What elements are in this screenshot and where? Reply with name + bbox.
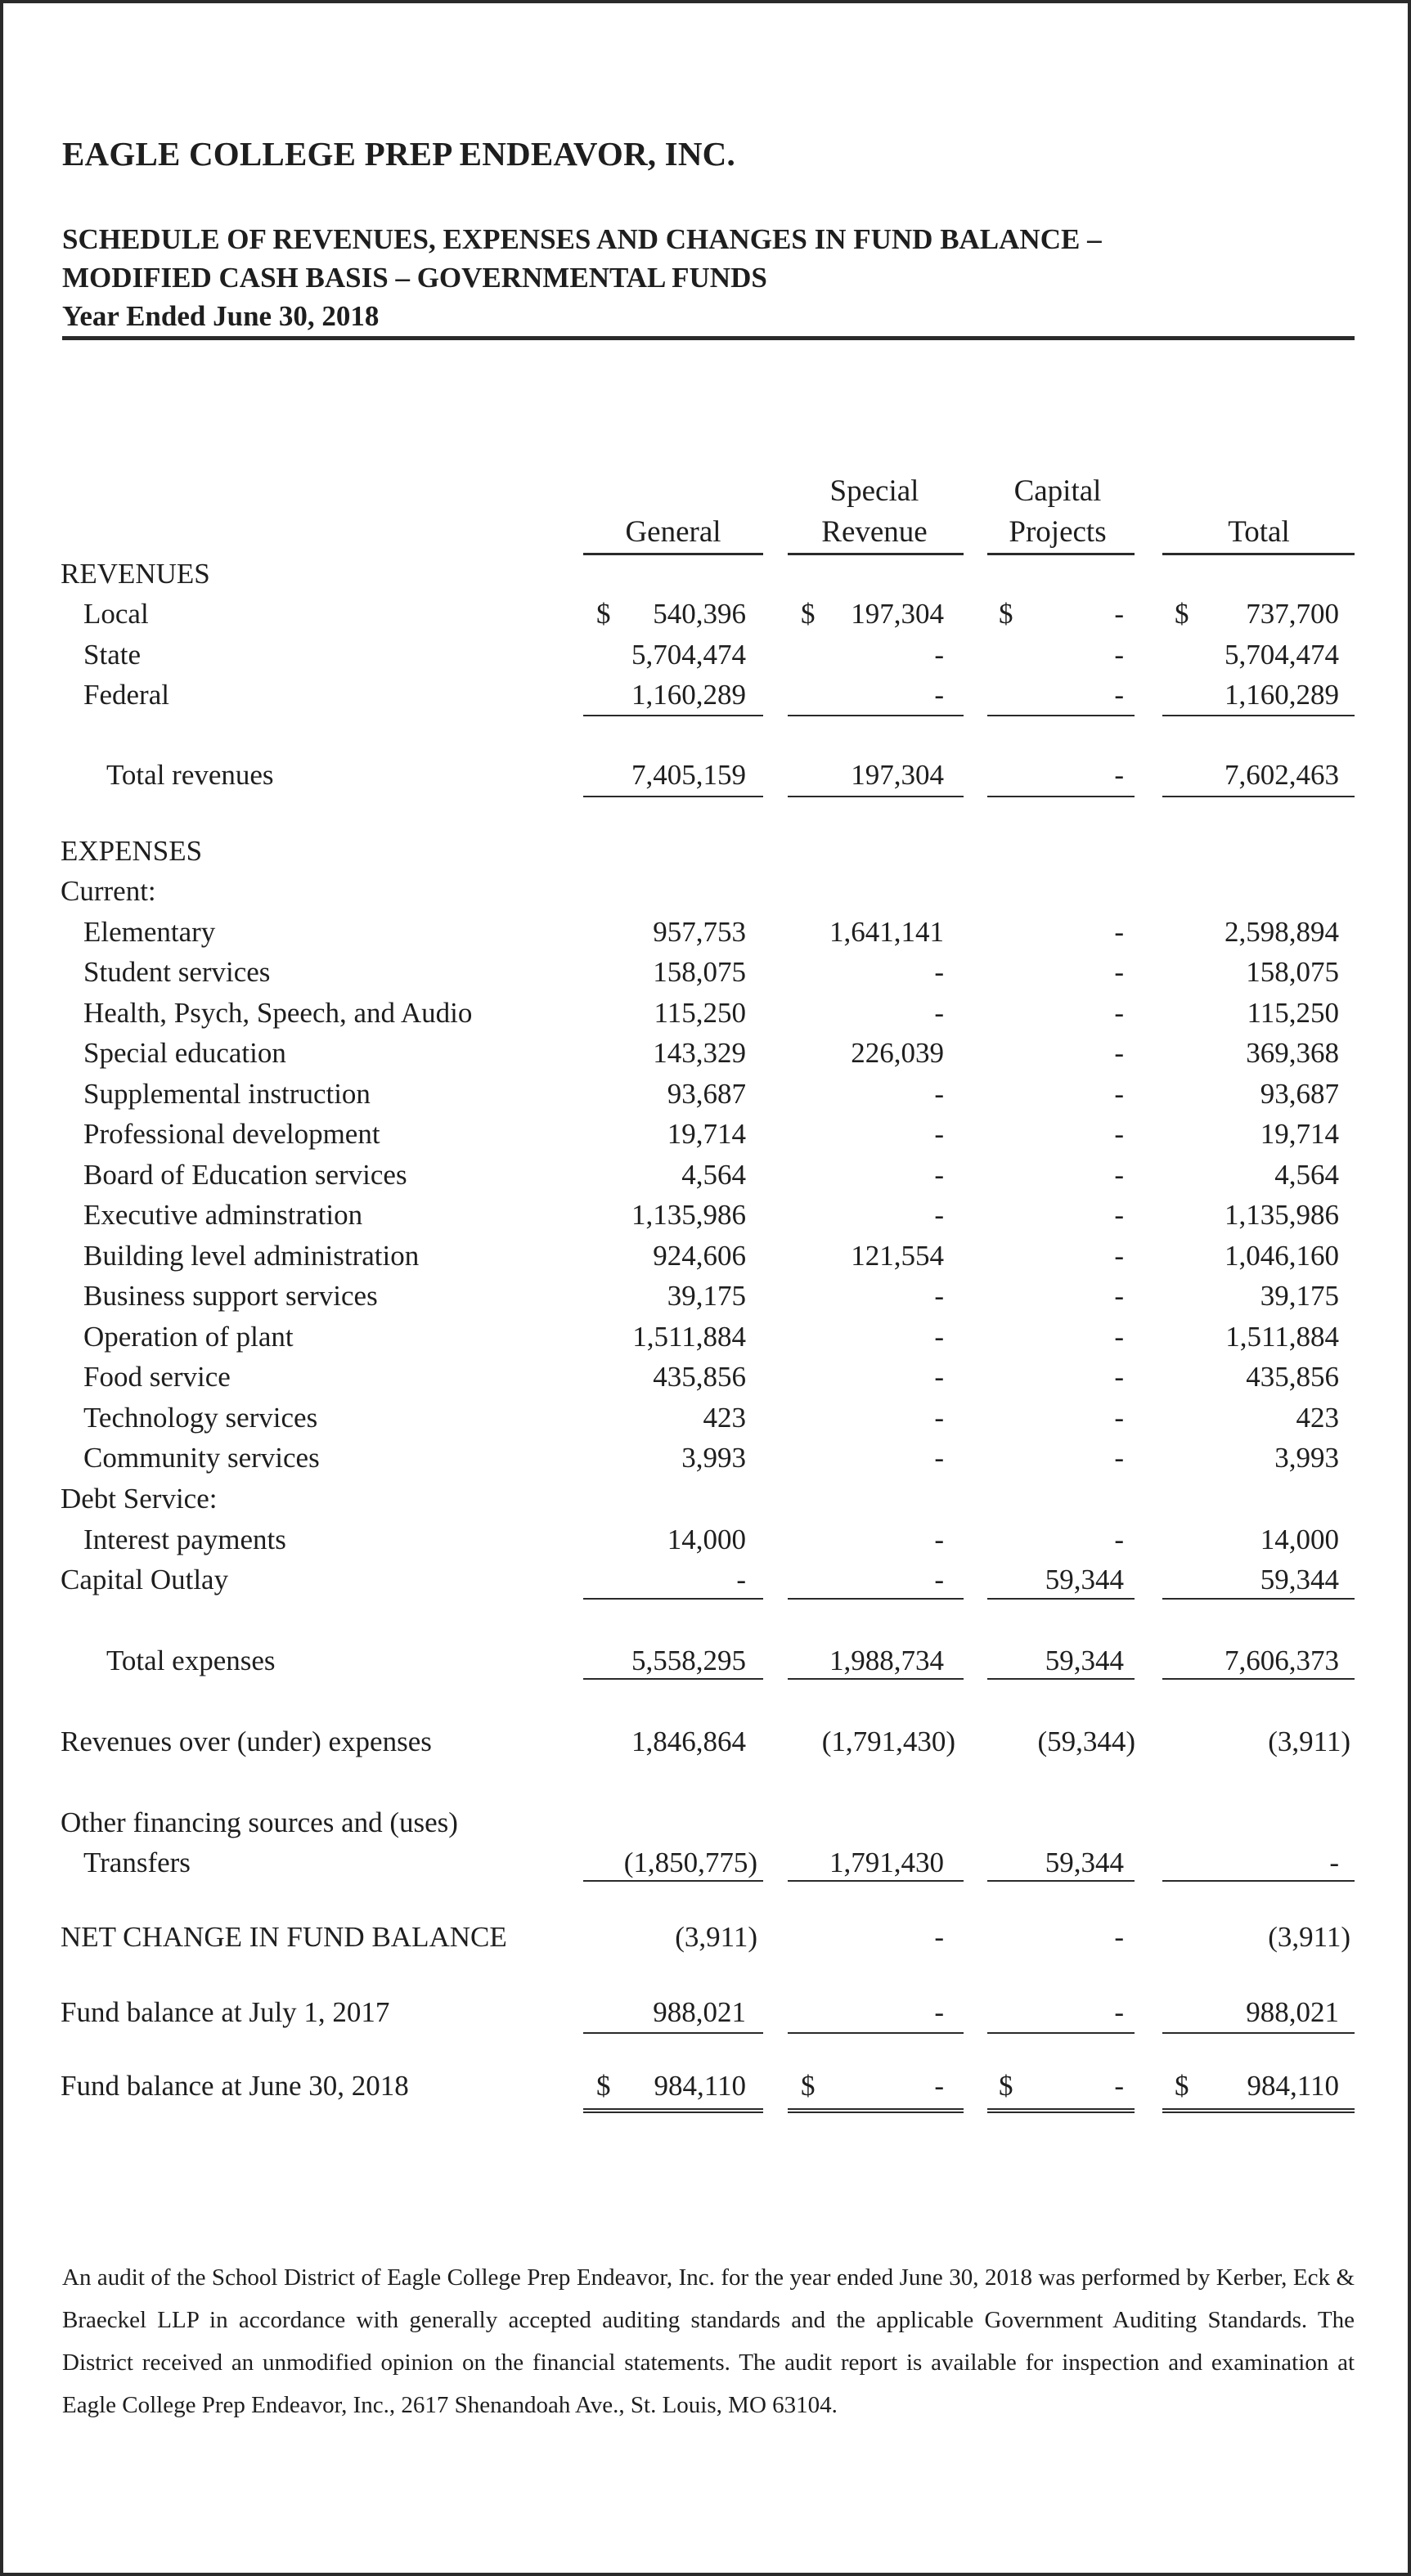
cell-total: 3,993 [1274,1442,1339,1474]
cell-total: 7,602,463 [1225,759,1339,791]
col-header-special-line1: Special [829,474,919,508]
row-label: NET CHANGE IN FUND BALANCE [61,1921,507,1953]
cell-special: - [934,1159,944,1191]
cell-capital: - [1114,1402,1124,1434]
row-label: Board of Education services [83,1159,407,1191]
cell-total: 423 [1296,1402,1339,1434]
cell-capital: - [1114,997,1124,1029]
cell-general: 7,405,159 [631,759,746,791]
cell-general: 5,704,474 [631,639,746,671]
cell-general: 1,511,884 [632,1321,746,1353]
section-current: Current: [61,875,156,907]
row-label: Executive adminstration [83,1199,363,1231]
organization-name: EAGLE COLLEGE PREP ENDEAVOR, INC. [62,135,735,173]
cell-capital: - [1114,1321,1124,1353]
cell-special: - [934,679,944,711]
row-label: Elementary [83,916,216,948]
section-debt-service: Debt Service: [61,1483,218,1515]
cell-general: 957,753 [653,916,746,948]
cell-special: - [934,1078,944,1110]
cell-special: - [934,1280,944,1312]
cell-total: 7,606,373 [1225,1645,1339,1676]
row-label: Fund balance at July 1, 2017 [61,1996,390,2028]
cell-special: - [934,997,944,1029]
cell-capital: - [1114,1037,1124,1069]
cell-special: - [934,1199,944,1231]
cell-general: 423 [703,1402,746,1434]
cell-capital: - [1114,1442,1124,1474]
cell-total: (3,911) [1268,1921,1350,1953]
cell-special: 1,791,430 [829,1847,944,1878]
cell-special: - [934,2070,944,2102]
row-label: Capital Outlay [61,1564,229,1595]
col-header-capital-line1: Capital [1013,474,1102,508]
currency-symbol: $ [999,2070,1013,2102]
row-label: Total expenses [106,1645,276,1676]
section-expenses: EXPENSES [61,835,203,867]
col-header-rule [583,553,763,555]
row-label: Federal [83,679,169,711]
cell-special: - [934,1524,944,1555]
row-label: Operation of plant [83,1321,294,1353]
row-label: Transfers [83,1847,191,1878]
cell-general: 435,856 [653,1361,746,1393]
cell-total: 5,704,474 [1225,639,1339,671]
cell-capital: - [1114,1921,1124,1953]
currency-symbol: $ [801,598,816,630]
cell-capital: - [1114,1524,1124,1555]
cell-special: - [934,1442,944,1474]
section-revenues: REVENUES [61,558,210,590]
total-double-rule [583,2108,763,2113]
cell-total: - [1329,1847,1339,1878]
cell-special: 121,554 [851,1240,944,1272]
cell-general: 1,160,289 [631,679,746,711]
cell-capital: - [1114,679,1124,711]
cell-capital: - [1114,1361,1124,1393]
cell-total: 93,687 [1260,1078,1339,1110]
cell-general: 39,175 [667,1280,746,1312]
subtotal-rule [788,1678,964,1680]
cell-capital: - [1114,956,1124,988]
audit-footnote: An audit of the School District of Eagle College Prep Endeavor, Inc. for the year ended June 30, 2018 was performed by Kerber, Eck & Braeckel LLP in accordance with generally accepted auditing standards and the applicable Government Auditing Standards. The District received an unmodified opinion on the financial statements. The audit report is available for inspection and examination at Eagle College Prep Endeavor, Inc., 2617 Shenandoah Ave., St. Louis, MO 63104. [62,2264,1355,2418]
cell-capital: - [1114,916,1124,948]
row-label: Supplemental instruction [83,1078,371,1110]
cell-special: - [934,1321,944,1353]
cell-special: - [934,1564,944,1595]
cell-total: 1,135,986 [1225,1199,1339,1231]
row-label: Interest payments [83,1524,286,1555]
cell-capital: - [1114,1240,1124,1272]
cell-capital: - [1114,1078,1124,1110]
cell-capital: (59,344) [1037,1726,1135,1757]
currency-symbol: $ [596,2070,611,2102]
col-header-special-line2: Revenue [821,515,928,549]
row-label: Student services [83,956,271,988]
cell-general: 115,250 [654,997,746,1029]
cell-capital: - [1114,759,1124,791]
cell-capital: - [1114,1280,1124,1312]
subtotal-rule [987,796,1135,797]
total-double-rule [1162,2108,1355,2113]
cell-special: - [934,1118,944,1150]
subtotal-rule [1162,2032,1355,2034]
row-label: Technology services [83,1402,318,1434]
row-label: Revenues over (under) expenses [61,1726,432,1757]
cell-general: 1,846,864 [631,1726,746,1757]
cell-capital: - [1114,1118,1124,1150]
cell-special: - [934,639,944,671]
row-label: Professional development [83,1118,380,1150]
subtotal-rule [788,715,964,716]
subtotal-rule [987,1678,1135,1680]
cell-general: 988,021 [653,1996,746,2028]
cell-total: 39,175 [1260,1280,1339,1312]
subtotal-rule [583,1678,763,1680]
cell-general: 540,396 [653,598,746,630]
cell-special: - [934,956,944,988]
cell-total: 158,075 [1246,956,1339,988]
cell-total: 2,598,894 [1225,916,1339,948]
cell-total: 14,000 [1260,1524,1339,1555]
cell-special: 1,988,734 [829,1645,944,1676]
row-label: Local [83,598,149,630]
row-label: Building level administration [83,1240,420,1272]
cell-total: (3,911) [1268,1726,1350,1757]
row-label: Health, Psych, Speech, and Audio [83,997,473,1029]
subtotal-rule [1162,1880,1355,1882]
currency-symbol: $ [801,2070,816,2102]
cell-capital: - [1114,2070,1124,2102]
total-double-rule [987,2108,1135,2113]
row-label: Business support services [83,1280,378,1312]
cell-total: 435,856 [1246,1361,1339,1393]
cell-special: - [934,1361,944,1393]
cell-special: 226,039 [851,1037,944,1069]
col-header-rule [987,553,1135,555]
subtotal-rule [788,1598,964,1600]
cell-general: 5,558,295 [631,1645,746,1676]
cell-general: 19,714 [667,1118,746,1150]
subtotal-rule [583,796,763,797]
cell-total: 115,250 [1247,997,1339,1029]
section-other-financing: Other financing sources and (uses) [61,1806,458,1838]
subtotal-rule [987,2032,1135,2034]
cell-special: 197,304 [851,759,944,791]
subtotal-rule [987,1598,1135,1600]
schedule-title-line-1: SCHEDULE OF REVENUES, EXPENSES AND CHANGES IN FUND BALANCE – [62,223,1102,255]
cell-capital: - [1114,639,1124,671]
col-header-total: Total [1228,515,1290,549]
cell-special: - [934,1402,944,1434]
subtotal-rule [1162,1678,1355,1680]
total-double-rule [788,2108,964,2113]
currency-symbol: $ [1175,598,1189,630]
cell-special: (1,791,430) [821,1726,955,1757]
row-label: Special education [83,1037,286,1069]
cell-capital: 59,344 [1045,1847,1124,1878]
row-label: Fund balance at June 30, 2018 [61,2070,409,2102]
subtotal-rule [788,796,964,797]
schedule-title-line-3: Year Ended June 30, 2018 [62,300,380,332]
cell-general: 3,993 [681,1442,746,1474]
cell-total: 1,046,160 [1225,1240,1339,1272]
cell-total: 59,344 [1260,1564,1339,1595]
subtotal-rule [583,2032,763,2034]
cell-general: 14,000 [667,1524,746,1555]
row-label: State [83,639,141,671]
cell-general: 924,606 [653,1240,746,1272]
cell-general: 143,329 [653,1037,746,1069]
cell-total: 984,110 [1247,2070,1339,2102]
subtotal-rule [583,1880,763,1882]
cell-general: 984,110 [654,2070,746,2102]
cell-general: 93,687 [667,1078,746,1110]
cell-special: - [934,1921,944,1953]
cell-total: 1,160,289 [1225,679,1339,711]
cell-general: (3,911) [675,1921,757,1953]
schedule-title-line-2: MODIFIED CASH BASIS – GOVERNMENTAL FUNDS [62,262,767,294]
subtotal-rule [583,715,763,716]
cell-general: 4,564 [681,1159,746,1191]
subtotal-rule [583,1598,763,1600]
row-label: Community services [83,1442,320,1474]
cell-capital: - [1114,1996,1124,2028]
cell-total: 1,511,884 [1225,1321,1339,1353]
cell-general: - [736,1564,746,1595]
cell-general: (1,850,775) [623,1847,757,1878]
subtotal-rule [1162,796,1355,797]
col-header-general: General [625,515,721,549]
cell-special: - [934,1996,944,2028]
subtotal-rule [788,1880,964,1882]
cell-special: 1,641,141 [829,916,944,948]
subtotal-rule [987,1880,1135,1882]
cell-general: 158,075 [653,956,746,988]
cell-capital: - [1114,1199,1124,1231]
row-label: Food service [83,1361,231,1393]
cell-special: 197,304 [851,598,944,630]
cell-total: 988,021 [1246,1996,1339,2028]
subtotal-rule [987,715,1135,716]
cell-total: 19,714 [1260,1118,1339,1150]
cell-general: 1,135,986 [631,1199,746,1231]
currency-symbol: $ [999,598,1013,630]
row-label: Total revenues [106,759,274,791]
cell-total: 737,700 [1246,598,1339,630]
col-header-capital-line2: Projects [1009,515,1107,549]
subtotal-rule [1162,1598,1355,1600]
col-header-rule [1162,553,1355,555]
currency-symbol: $ [596,598,611,630]
title-underline [62,336,1355,340]
currency-symbol: $ [1175,2070,1189,2102]
cell-capital: - [1114,1159,1124,1191]
cell-total: 4,564 [1274,1159,1339,1191]
subtotal-rule [788,2032,964,2034]
cell-total: 369,368 [1246,1037,1339,1069]
col-header-rule [788,553,964,555]
subtotal-rule [1162,715,1355,716]
cell-capital: - [1114,598,1124,630]
cell-capital: 59,344 [1045,1645,1124,1676]
cell-capital: 59,344 [1045,1564,1124,1595]
